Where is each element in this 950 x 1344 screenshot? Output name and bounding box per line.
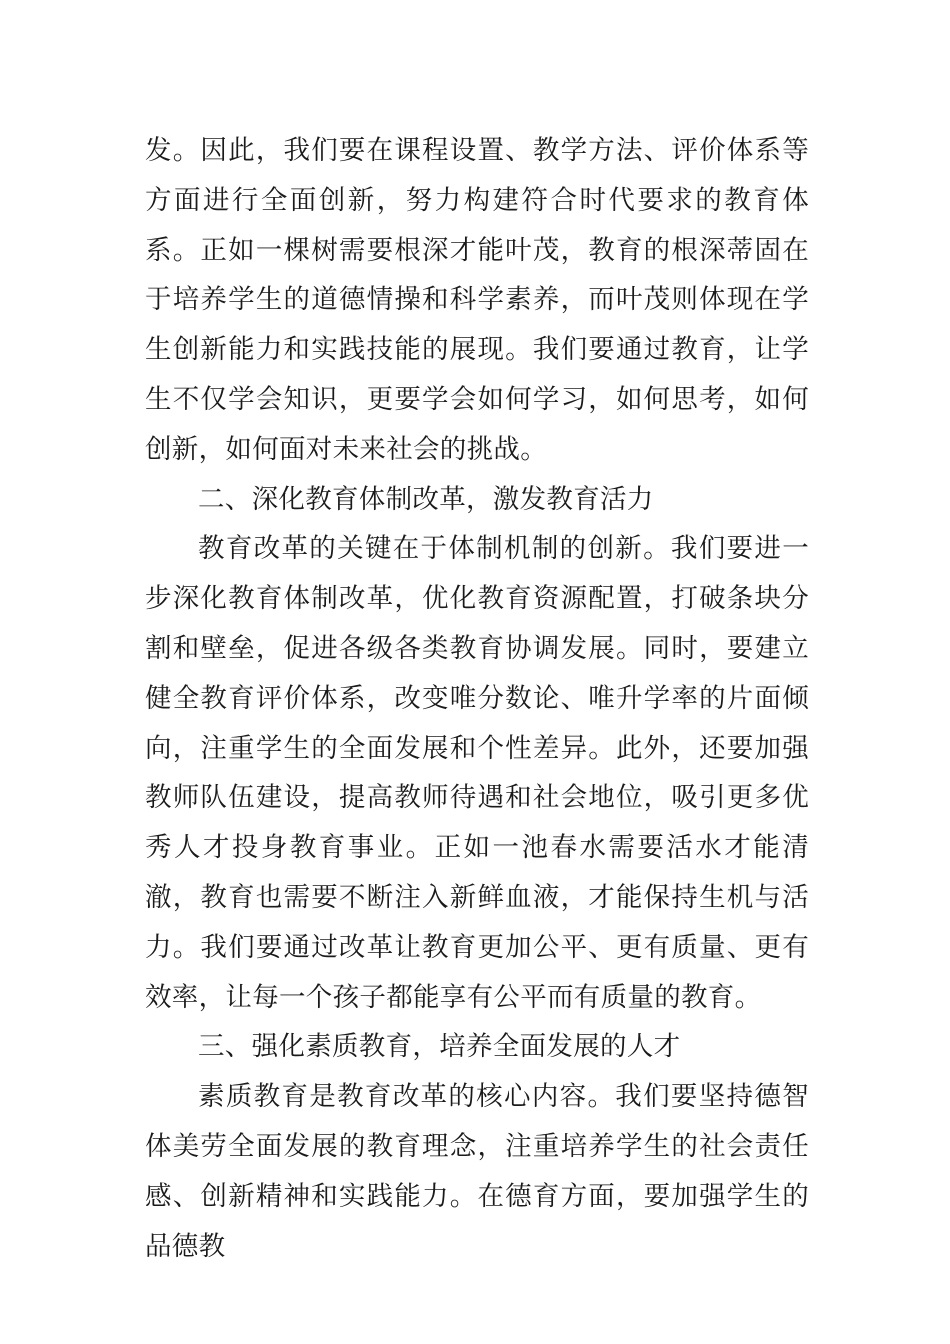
paragraph-quality-education: 素质教育是教育改革的核心内容。我们要坚持德智体美劳全面发展的教育理念，注重培养学生的社会责任感、创新精神和实践能力。在德育方面，要加强学生的品德教 [145,1081,809,1262]
paragraph-reform: 教育改革的关键在于体制机制的创新。我们要进一步深化教育体制改革，优化教育资源配置，打破条块分割和壁垒，促进各级各类教育协调发展。同时，要建立健全教育评价体系，改变唯分数论、唯升学率的片面倾向，注重学生的全面发展和个性差异。此外，还要加强教师队伍建设，提高教师待遇和社会地位，吸引更多优秀人才投身教育事业。正如一池春水需要活水才能清澈，教育也需要不断注入新鲜血液，才能保持生机与活力。我们要通过改革让教育更加公平、更有质量、更有效率，让每一个孩子都能享有公平而有质量的教育。 [145,533,809,1013]
paragraph-continuation: 发。因此，我们要在课程设置、教学方法、评价体系等方面进行全面创新，努力构建符合时代要求的教育体系。正如一棵树需要根深才能叶茂，教育的根深蒂固在于培养学生的道德情操和科学素养，而叶茂则体现在学生创新能力和实践技能的展现。我们要通过教育，让学生不仅学会知识，更要学会如何学习，如何思考，如何创新，如何面对未来社会的挑战。 [145,135,809,465]
section-heading-2: 二、深化教育体制改革，激发教育活力 [198,483,654,515]
section-heading-3: 三、强化素质教育，培养全面发展的人才 [198,1031,681,1063]
document-body [145,126,809,1271]
